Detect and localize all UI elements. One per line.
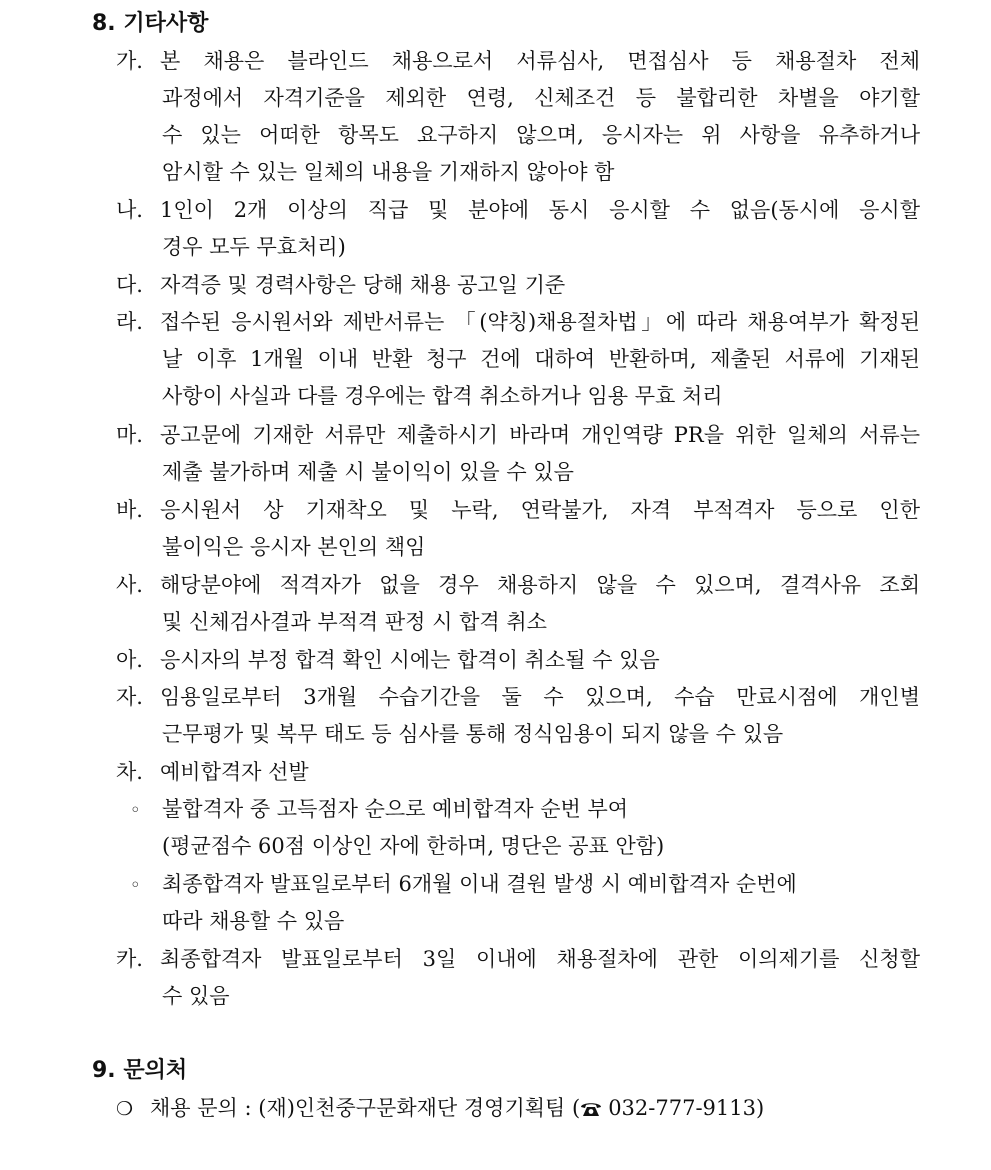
item-line: 카. 최종합격자 발표일로부터 3일 이내에 채용절차에 관한 이의제기를 신청할 (116, 947, 920, 971)
contact-line (116, 1094, 764, 1123)
item-line: 과정에서 자격기준을 제외한 연령, 신체조건 등 불합리한 차별을 야기할 (162, 86, 920, 110)
item-line: 수 있음 (162, 984, 230, 1008)
bullet-line: 따라 채용할 수 있음 (162, 909, 345, 933)
item-line: 다. 자격증 및 경력사항은 당해 채용 공고일 기준 (116, 273, 566, 297)
bullet-line: (평균점수 60점 이상인 자에 한하며, 명단은 공표 안함) (162, 834, 665, 858)
contact-text: 채용 문의 : (재)인천중구문화재단 경영기획팀 ( (150, 1096, 581, 1120)
item-marker: 바. (116, 498, 143, 522)
contact-bullet: ❍ (116, 1098, 134, 1120)
item-marker: 사. (116, 573, 143, 597)
item-line: 불이익은 응시자 본인의 책임 (162, 535, 426, 559)
item-line: 바. 응시원서 상 기재착오 및 누락, 연락불가, 자격 부적격자 등으로 인한 (116, 498, 920, 522)
item-line: 및 신체검사결과 부적격 판정 시 합격 취소 (162, 610, 547, 634)
item-line: 마. 공고문에 기재한 서류만 제출하시기 바라며 개인역량 PR을 위한 일체의 서류는 (116, 423, 920, 447)
item-line: 사항이 사실과 다를 경우에는 합격 취소하거나 임용 무효 처리 (162, 384, 723, 408)
item-marker: 나. (116, 198, 143, 222)
bullet-line: ◦ 최종합격자 발표일로부터 6개월 이내 결원 발생 시 예비합격자 순번에 (130, 870, 797, 898)
item-line: 날 이후 1개월 이내 반환 청구 건에 대하여 반환하며, 제출된 서류에 기재된 (162, 347, 920, 371)
item-marker: 라. (116, 310, 143, 334)
item-marker: 가. (116, 49, 143, 73)
bullet-marker: ◦ (130, 800, 141, 821)
item-marker: 차. (116, 760, 143, 784)
section-8-title: 8. 기타사항 (92, 11, 209, 36)
item-marker: 다. (116, 273, 143, 297)
bullet-line: ◦ 불합격자 중 고득점자 순으로 예비합격자 순번 부여 (130, 795, 628, 823)
item-marker: 자. (116, 685, 143, 709)
item-marker: 아. (116, 648, 143, 672)
contact-phone: 032-777-9113 (608, 1096, 756, 1120)
item-line: 차. 예비합격자 선발 (116, 760, 309, 784)
item-line: 경우 모두 무효처리) (162, 235, 346, 259)
contact-close-paren: ) (756, 1096, 765, 1120)
item-marker: 카. (116, 947, 143, 971)
item-line: 가. 본 채용은 블라인드 채용으로서 서류심사, 면접심사 등 채용절차 전체 (116, 49, 920, 73)
item-line: 라. 접수된 응시원서와 제반서류는 「(약칭)채용절차법」에 따라 채용여부가 확정된 (116, 310, 920, 334)
item-line: 자. 임용일로부터 3개월 수습기간을 둘 수 있으며, 수습 만료시점에 개인별 (116, 685, 920, 709)
telephone-icon (580, 1101, 602, 1117)
item-line: 사. 해당분야에 적격자가 없을 경우 채용하지 않을 수 있으며, 결격사유 조회 (116, 573, 920, 597)
item-line: 나. 1인이 2개 이상의 직급 및 분야에 동시 응시할 수 없음(동시에 응시할 (116, 198, 920, 222)
section-9-title: 9. 문의처 (92, 1058, 188, 1083)
item-line: 아. 응시자의 부정 합격 확인 시에는 합격이 취소될 수 있음 (116, 648, 660, 672)
item-line: 제출 불가하며 제출 시 불이익이 있을 수 있음 (162, 460, 574, 484)
item-line: 근무평가 및 복무 태도 등 심사를 통해 정식임용이 되지 않을 수 있음 (162, 722, 784, 746)
item-line: 암시할 수 있는 일체의 내용을 기재하지 않아야 함 (162, 160, 615, 184)
bullet-marker: ◦ (130, 875, 141, 896)
item-marker: 마. (116, 423, 143, 447)
item-line: 수 있는 어떠한 항목도 요구하지 않으며, 응시자는 위 사항을 유추하거나 (162, 123, 920, 147)
